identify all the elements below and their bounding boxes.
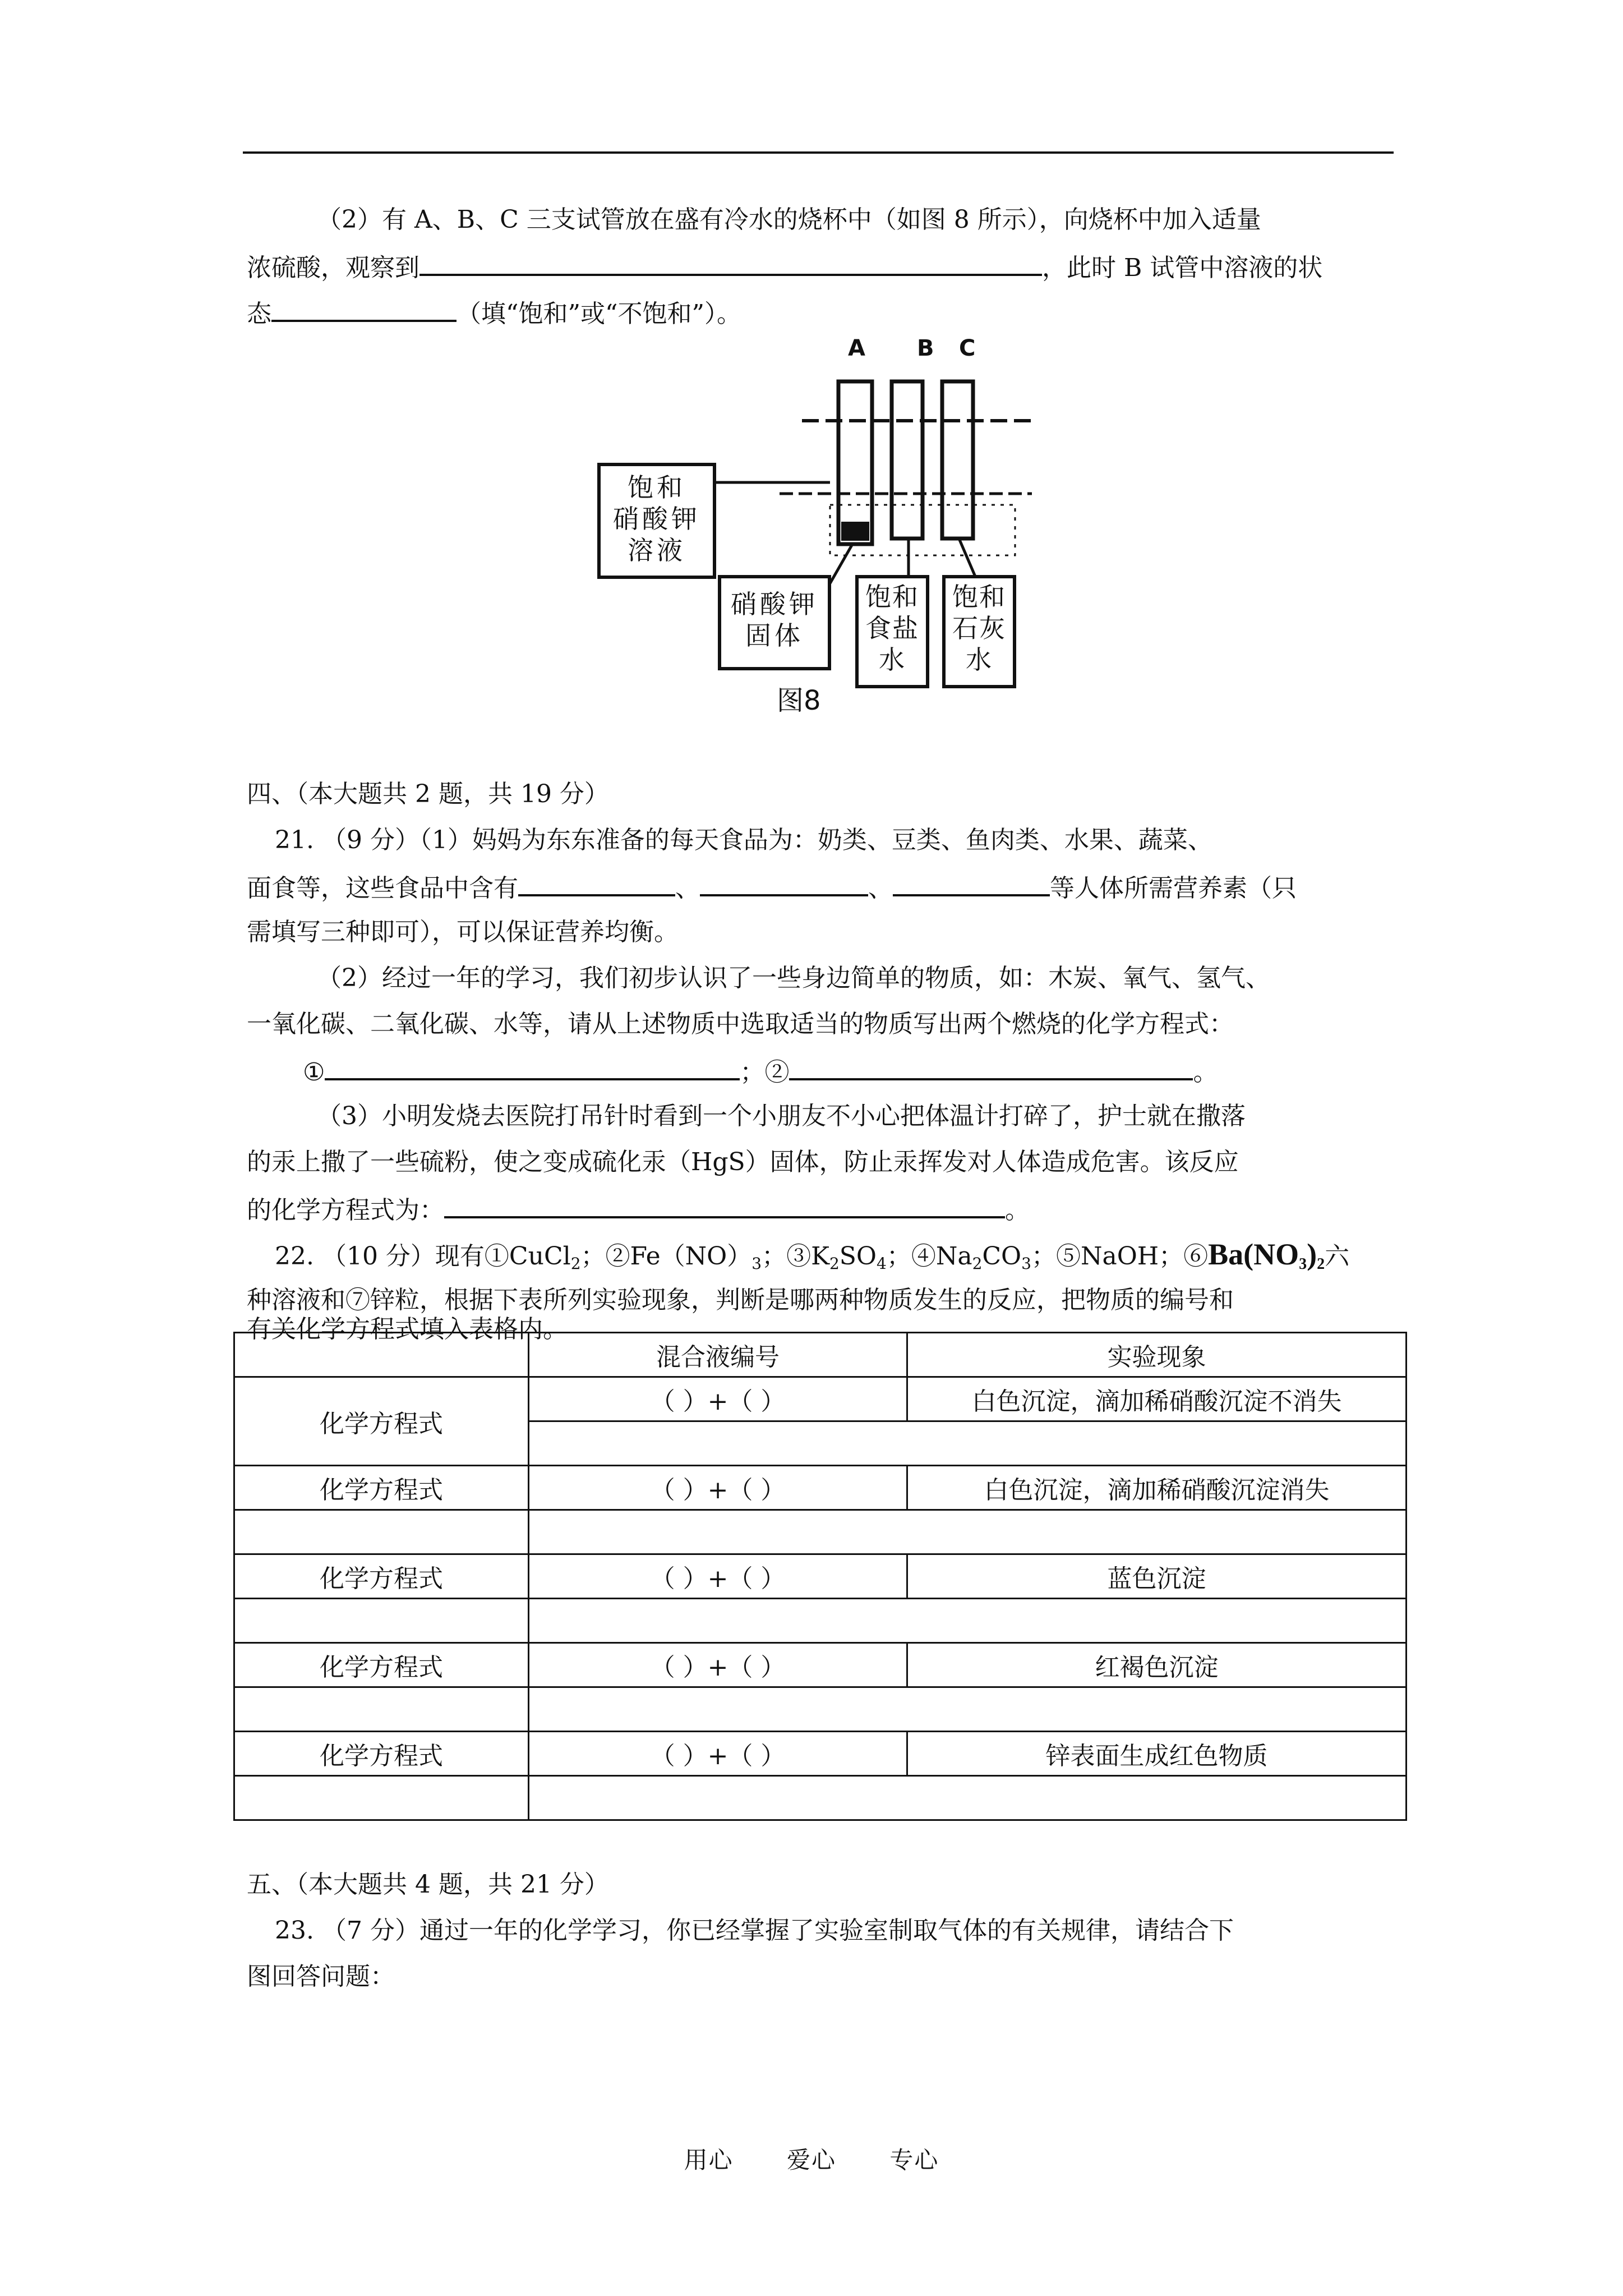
q21-line3: 需填写三种即可），可以保证营养均衡。 — [247, 918, 679, 946]
q22-line3: 有关化学方程式填入表格内。 — [247, 1315, 568, 1343]
equation-input[interactable] — [529, 1776, 1407, 1820]
phenomenon-cell: 白色沉淀，滴加稀硝酸沉淀不消失 — [907, 1377, 1407, 1421]
q22-text: ；②Fe（NO — [580, 1242, 727, 1271]
equation-label: 化学方程式 — [234, 1377, 529, 1466]
q20-part2-line1: （2）有 A、B、C 三支试管放在盛有冷水的烧杯中（如图 8 所示），向烧杯中加入适量 — [317, 205, 1261, 234]
phenomenon-cell: 锌表面生成红色物质 — [907, 1732, 1407, 1776]
q21-line2 — [247, 869, 1297, 905]
equation-input[interactable] — [529, 1510, 1407, 1554]
subscript: 4 — [877, 1254, 887, 1273]
label-box-kno3-solid: 硝酸钾 固体 — [718, 575, 831, 670]
equation-input[interactable] — [529, 1687, 1407, 1732]
subscript: 3 — [751, 1254, 762, 1273]
figure-caption: 图8 — [777, 685, 821, 716]
answer-blank-observation[interactable] — [419, 249, 1042, 276]
table-row — [234, 1732, 1407, 1776]
label-box-saturated-limewater: 饱和 石灰 水 — [942, 575, 1016, 688]
tube-label-c: C — [959, 335, 976, 361]
q23-line2: 图回答问题： — [247, 1962, 395, 1991]
subscript: 2 — [972, 1254, 983, 1273]
test-tube-b — [892, 381, 923, 539]
q22-text: 22. （10 分）现有①CuCl — [275, 1242, 571, 1271]
q21-text: 等人体所需营养素（只 — [1050, 874, 1297, 903]
footer-text: 爱心 — [786, 2146, 836, 2174]
table-cell — [234, 1510, 529, 1554]
q21-part3-line1: （3）小明发烧去医院打吊针时看到一个小朋友不小心把体温计打碎了，护士就在撒落 — [317, 1102, 1246, 1130]
table-row — [234, 1510, 1407, 1554]
q21-text: 面食等，这些食品中含有 — [247, 874, 518, 903]
q22-text: ；④Na — [886, 1242, 972, 1271]
table-cell — [234, 1687, 529, 1732]
q22-text: ；⑤NaOH；⑥ — [1031, 1242, 1209, 1271]
q20-part2-text: （填“饱和”或“不饱和”）。 — [457, 300, 741, 328]
q21-part2-line1: （2）经过一年的学习，我们初步认识了一些身边简单的物质，如：木炭、氧气、氢气、 — [317, 964, 1270, 992]
equation-label: 化学方程式 — [234, 1643, 529, 1687]
table-row — [234, 1643, 1407, 1687]
header-mix-number: 混合液编号 — [529, 1333, 907, 1377]
pair-input[interactable]: （ ）+（ ） — [529, 1466, 907, 1510]
answer-blank-nutrient-1[interactable] — [518, 869, 675, 896]
figure-8 — [606, 325, 1032, 718]
equation-label: 化学方程式 — [234, 1466, 529, 1510]
q22-text: ） — [727, 1242, 752, 1271]
q20-part2-text: 浓硫酸，观察到 — [247, 254, 419, 282]
q21-part2-line2: 一氧化碳、二氧化碳、水等，请从上述物质中选取适当的物质写出两个燃烧的化学方程式： — [247, 1010, 1234, 1038]
experiment-table — [233, 1332, 1407, 1821]
q22-text: 六 — [1325, 1242, 1350, 1271]
ba-no3-formula — [1208, 1237, 1325, 1271]
footer-text: 专心 — [889, 2146, 939, 2174]
equation-input[interactable] — [529, 1599, 1407, 1643]
phenomenon-cell: 红褐色沉淀 — [907, 1643, 1407, 1687]
q21-text: ① — [303, 1058, 325, 1087]
q23-line1: 23. （7 分）通过一年的化学学习，你已经掌握了实验室制取气体的有关规律，请结合下 — [275, 1916, 1234, 1945]
subscript: 2 — [570, 1254, 581, 1273]
q21-text: 、 — [675, 874, 700, 903]
table-row — [234, 1687, 1407, 1732]
formula-text: Ba(NO — [1208, 1237, 1299, 1271]
tube-label-b: B — [917, 335, 934, 361]
q21-text: 、 — [868, 874, 893, 903]
phenomenon-cell: 蓝色沉淀 — [907, 1554, 1407, 1599]
q22-line1 — [275, 1237, 1349, 1281]
pair-input[interactable]: （ ）+（ ） — [529, 1732, 907, 1776]
leader-line — [830, 544, 852, 583]
tube-label-a: A — [848, 335, 865, 361]
q22-text: ；③K — [762, 1242, 829, 1271]
answer-blank-combustion-equation-2[interactable] — [789, 1053, 1193, 1080]
table-header-row — [234, 1333, 1407, 1377]
table-row — [234, 1466, 1407, 1510]
phenomenon-cell: 白色沉淀，滴加稀硝酸沉淀消失 — [907, 1466, 1407, 1510]
formula-text: ) — [1307, 1237, 1317, 1271]
label-box-saturated-brine: 饱和 食盐 水 — [855, 575, 929, 688]
q22-text: SO — [839, 1242, 877, 1271]
q21-text: ；② — [740, 1058, 790, 1087]
pair-input[interactable]: （ ）+（ ） — [529, 1554, 907, 1599]
q21-text: 。 — [1193, 1058, 1218, 1087]
answer-blank-hgs-equation[interactable] — [444, 1191, 1005, 1218]
subscript: 3 — [1021, 1254, 1031, 1273]
section4-heading: 四、（本大题共 2 题，共 19 分） — [247, 780, 609, 808]
q21-text: 的化学方程式为： — [247, 1196, 444, 1225]
answer-blank-nutrient-2[interactable] — [700, 869, 868, 896]
answer-blank-nutrient-3[interactable] — [893, 869, 1050, 896]
subscript: 3 — [1299, 1255, 1307, 1273]
table-cell — [234, 1333, 529, 1377]
test-tube-c — [942, 381, 973, 539]
q21-text: 。 — [1005, 1196, 1030, 1225]
table-row — [234, 1554, 1407, 1599]
footer-text: 用心 — [684, 2146, 734, 2174]
pair-input[interactable]: （ ）+（ ） — [529, 1377, 907, 1421]
section5-heading: 五、（本大题共 4 题，共 21 分） — [247, 1870, 609, 1899]
answer-blank-state[interactable] — [271, 295, 457, 322]
subscript: 2 — [1317, 1255, 1325, 1273]
kno3-solid-deposit — [841, 522, 869, 541]
label-box-saturated-kno3-solution: 饱和 硝酸钾 溶液 — [597, 463, 716, 579]
subscript: 2 — [829, 1254, 840, 1273]
table-row — [234, 1377, 1407, 1421]
header-phenomenon: 实验现象 — [907, 1333, 1407, 1377]
equation-input[interactable] — [529, 1421, 1407, 1466]
page-footer — [0, 2142, 1623, 2175]
q21-part3-line2: 的汞上撒了一些硫粉，使之变成硫化汞（HgS）固体，防止汞挥发对人体造成危害。该反应 — [247, 1148, 1239, 1176]
header-rule — [243, 151, 1394, 154]
table-cell — [234, 1599, 529, 1643]
q22-text: CO — [982, 1242, 1022, 1271]
q21-line1: 21. （9 分）（1）妈妈为东东准备的每天食品为：奶类、豆类、鱼肉类、水果、蔬菜、 — [275, 826, 1212, 854]
q21-part2-line3 — [303, 1053, 1218, 1089]
equation-label: 化学方程式 — [234, 1554, 529, 1599]
pair-input[interactable]: （ ）+（ ） — [529, 1643, 907, 1687]
test-tube-a — [838, 381, 872, 544]
answer-blank-combustion-equation-1[interactable] — [325, 1053, 740, 1080]
q20-part2-text: 态 — [247, 300, 271, 328]
q21-part3-line3 — [247, 1191, 1030, 1227]
q20-part2-text: ，此时 B 试管中溶液的状 — [1042, 254, 1323, 282]
q22-line2: 种溶液和⑦锌粒，根据下表所列实验现象，判断是哪两种物质发生的反应，把物质的编号和 — [247, 1286, 1234, 1314]
table-cell — [234, 1776, 529, 1820]
leader-line — [959, 539, 976, 578]
q20-part2-line2 — [247, 249, 1322, 285]
table-row — [234, 1776, 1407, 1820]
table-row — [234, 1599, 1407, 1643]
equation-label: 化学方程式 — [234, 1732, 529, 1776]
